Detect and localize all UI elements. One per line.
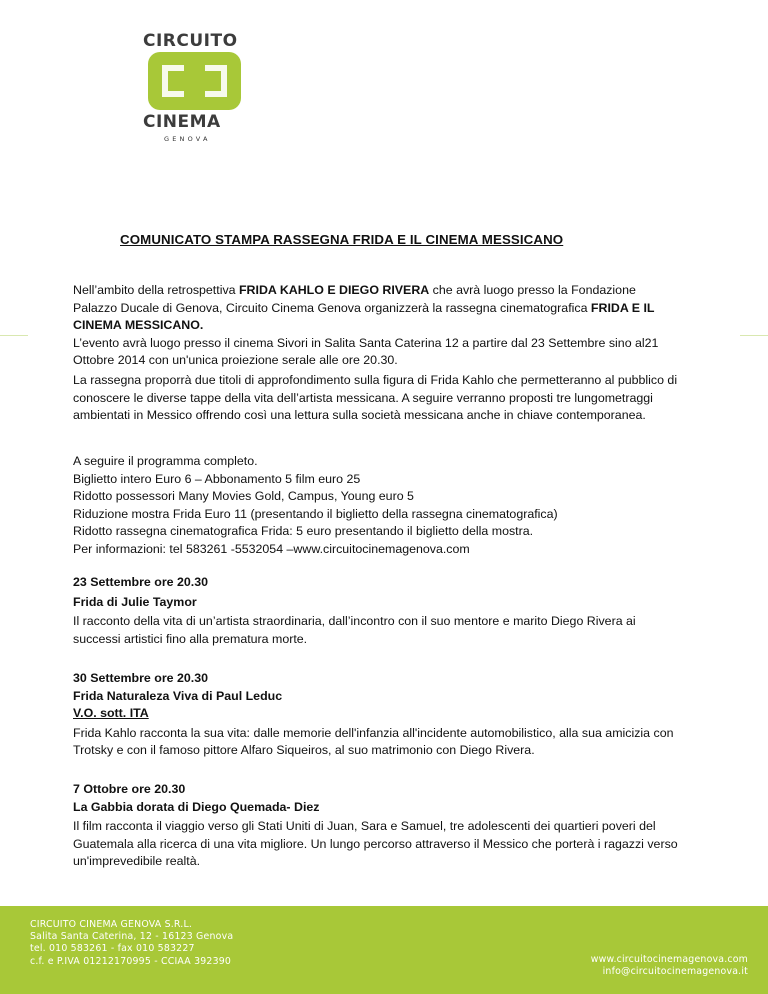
footer-contacts [591, 954, 748, 979]
film-description: Il racconto della vita di un’artista straordinaria, dall’incontro con il suo mentore e marito Diego Rivera ai [73, 614, 636, 629]
film-entry-3: 7 Ottobre ore 20.30 La Gabbia dorata di Diego Quemada- Diez Il film racconta il viaggio verso gli Stati Uniti di Juan, Sara e Samuel, tre adolescenti dei quartieri poveri del Guatemala alla ricerca di una vita migliore. Un lungo percorso attraverso il Messico che porterà i ragazzi verso un'imprevedibile realtà. [73, 781, 703, 871]
footer-company-info: CIRCUITO CINEMA GENOVA S.R.L. Salita Santa Caterina, 12 - 16123 Genova tel. 010 583261 - fax 010 583227 c.f. e P.IVA 01212170995 - CCIAA 392390 [30, 919, 234, 967]
intro-paragraph: Nell’ambito della retrospettiva FRIDA KAHLO E DIEGO RIVERA che avrà luogo presso la Fondazione Palazzo Ducale di Genova, Circuito Cinema Genova organizzerà la rassegna cinematografica FRIDA E IL CINEMA MESSICANO. L’evento avrà luogo presso il cinema Sivori in Salita Santa Caterina 12 a partire dal 23 Settembre sino al21 Ottobre 2014 con un'unica proiezione serale alle ore 20.30. La rassegna proporrà due titoli di approfondimento sulla figura di Frida Kahlo che permetteranno al pubblico di conoscere le diverse tappe della vita dell’artista messicana. A seguire verranno proposti tre lungometraggi ambientati in Messico offrendo così una lettura sulla società messicana anche in chiave contemporanea. [73, 283, 678, 423]
film-date: 30 Settembre ore 20.30 [73, 671, 208, 685]
film-title: Frida Naturaleza Viva di Paul Leduc [73, 688, 283, 703]
footer-email-link[interactable]: info@circuitocinemagenova.it [602, 966, 748, 978]
logo-wordmark-top: CIRCUITO [143, 31, 238, 51]
document-title: COMUNICATO STAMPA RASSEGNA FRIDA E IL CINEMA MESSICANO [120, 232, 564, 247]
film-entry-2: 30 Settembre ore 20.30 Frida Naturaleza Viva di Paul Leduc V.O. sott. ITA Frida Kahlo racconta la sua vita: dalle memorie dell'infanzia all'incidente automobilistico, alla sua amicizia con Trotsky e con il famoso pittore Alfaro Siqueiros, al suo matrimonio con Diego Rivera. [73, 670, 703, 760]
film-description: Il film racconta il viaggio verso gli Stati Uniti di Juan, Sara e Samuel, tre adolescenti dei quartieri poveri del [73, 819, 656, 834]
film-date: 23 Settembre ore 20.30 [73, 575, 208, 589]
program-info: A seguire il programma completo. Biglietto intero Euro 6 – Abbonamento 5 film euro 25 Ridotto possessori Many Movies Gold, Campus, Young euro 5 Riduzione mostra Frida Euro 11 (presentando il biglietto della rassegna cinematografica) Ridotto rassegna cinematografica Frida: 5 euro presentando il biglietto della mostra. Per informazioni: tel 583261 -5532054 –www.circuitocinemagenova.com [73, 454, 558, 556]
film-description: Frida Kahlo racconta la sua vita: dalle memorie dell'infanzia all'incidente automobilistico, alla sua amicizia con [73, 725, 674, 740]
film-date: 7 Ottobre ore 20.30 [73, 782, 186, 796]
left-margin-line [0, 335, 28, 336]
film-title: La Gabbia dorata di Diego Quemada- Diez [73, 799, 320, 814]
film-title: Frida di Julie Taymor [73, 594, 197, 609]
logo-city: GENOVA [164, 135, 211, 143]
right-margin-line [740, 335, 768, 336]
logo-wordmark-bottom: CINEMA [143, 112, 221, 132]
logo-mark-icon [148, 52, 241, 110]
film-note: V.O. sott. ITA [73, 706, 149, 721]
footer-website-link[interactable]: www.circuitocinemagenova.com [590, 954, 748, 965]
film-entry-1: 23 Settembre ore 20.30 Frida di Julie Taymor Il racconto della vita di un’artista straordinaria, dall’incontro con il suo mentore e marito Diego Rivera ai successi artistici fino alla prematura morte. [73, 574, 703, 648]
